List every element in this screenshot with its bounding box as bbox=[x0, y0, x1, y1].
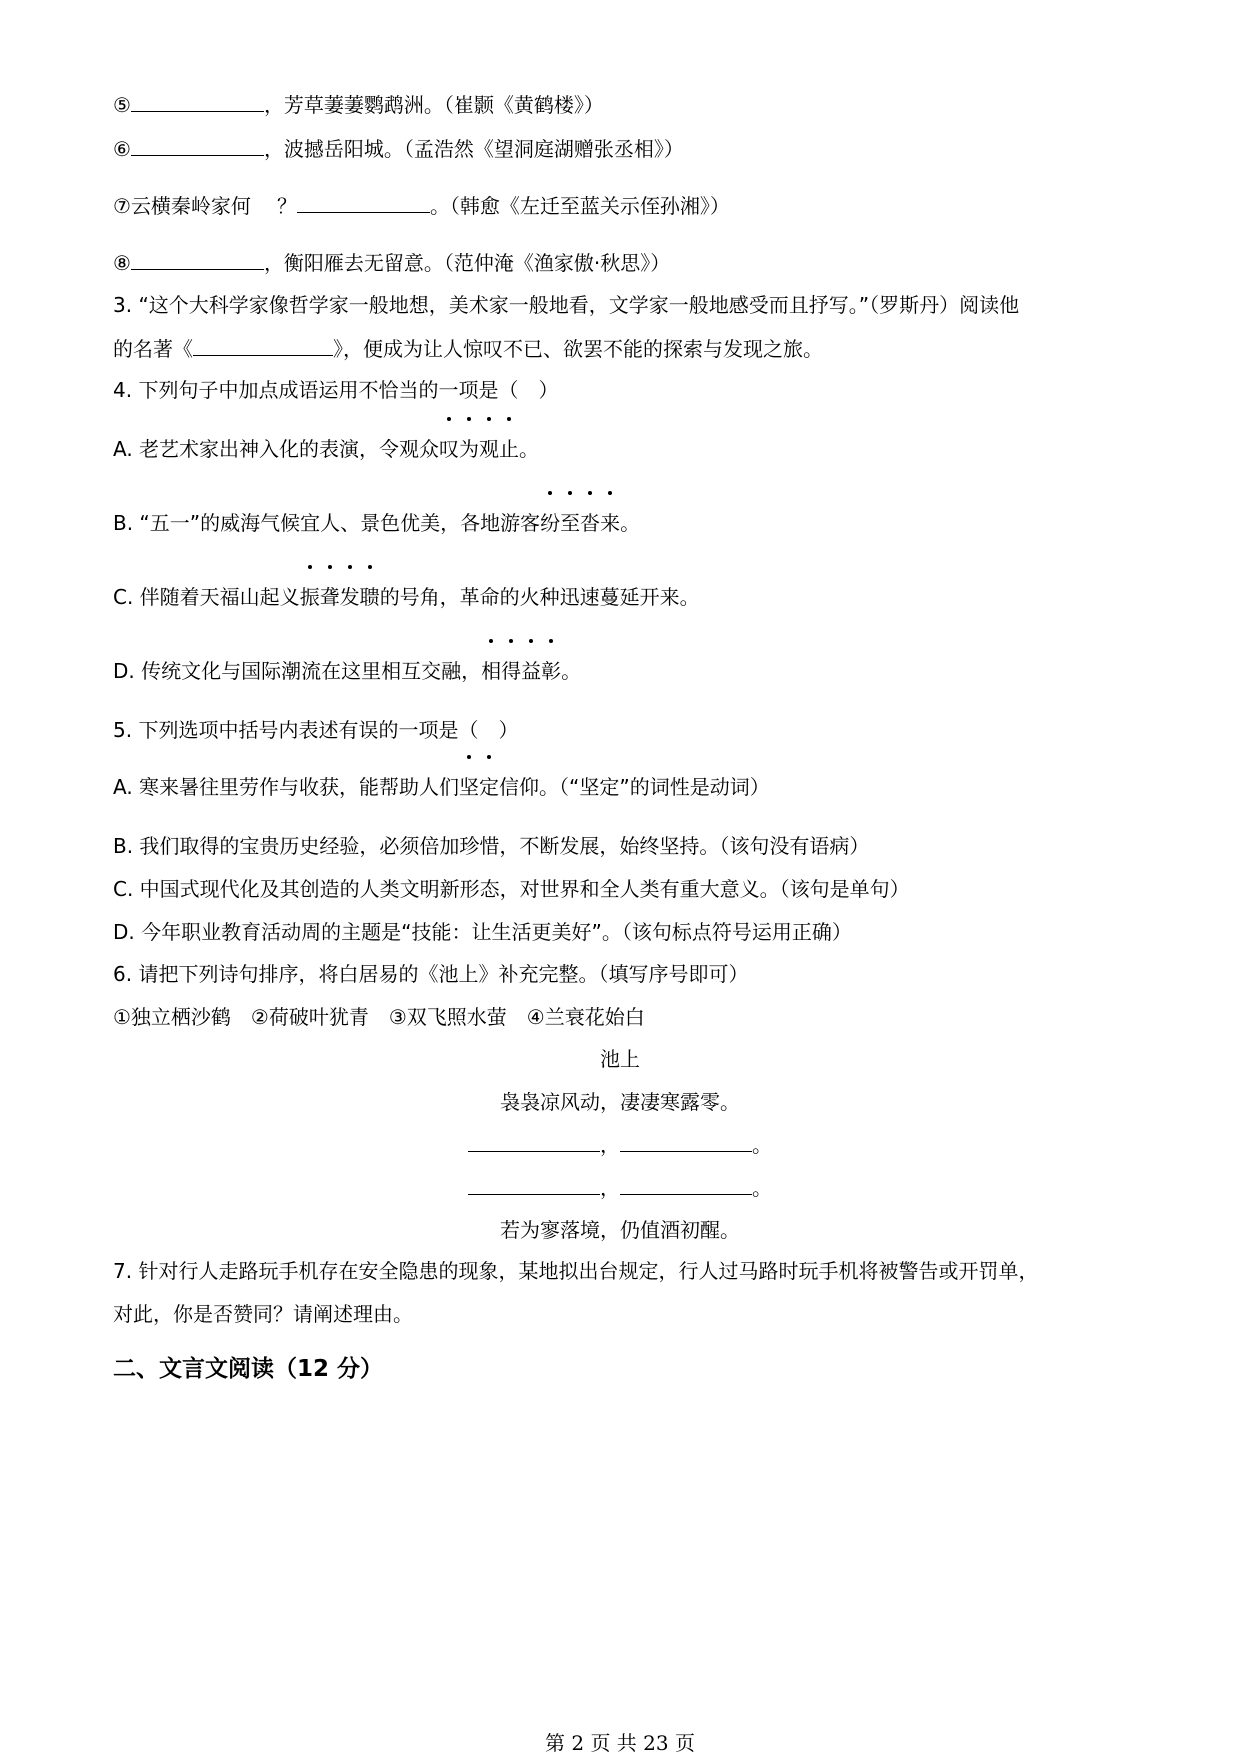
comma: ， bbox=[600, 1133, 620, 1157]
q3-text-before: 的名著《 bbox=[113, 337, 193, 361]
option-text-end: 。 bbox=[519, 437, 540, 461]
question-5-option-a[interactable] bbox=[113, 775, 770, 799]
question-5-option-b[interactable]: B. 我们取得的宝贵历史经验，必须倍加珍惜，不断发展，始终坚持。（该句没有语病） bbox=[113, 834, 870, 858]
question-6-choices: ①独立栖沙鹤 ②荷破叶犹青 ③双飞照水萤 ④兰衰花始白 bbox=[113, 1005, 645, 1029]
question-5-stem: 5. 下列选项中括号内表述有误的一项是（ ） bbox=[113, 718, 519, 742]
emphasis-dots bbox=[540, 491, 620, 495]
poem-last-line: 若为寥落境，仍值酒初醒。 bbox=[500, 1218, 740, 1242]
item-text: ，衡阳雁去无留意。（范仲淹《渔家傲·秋思》） bbox=[263, 251, 671, 275]
poem-fill-7 bbox=[113, 194, 730, 218]
option-text: A. 老艺术家出神入化的表演，令观众 bbox=[113, 437, 440, 461]
answer-blank[interactable] bbox=[620, 1176, 752, 1195]
option-text: B. “五一”的威海气候宜人、景色优美，各地游客 bbox=[113, 511, 541, 535]
poem-line-1: 袅袅凉风动，凄凄寒露零。 bbox=[500, 1090, 740, 1114]
dotted-idiom: 振聋发聩 bbox=[300, 585, 380, 609]
question-3-line-2 bbox=[113, 337, 823, 361]
item-text-before: 云横秦岭家何 bbox=[130, 194, 251, 218]
question-3-line-1: 3. “这个大科学家像哲学家一般地想，美术家一般地看，文学家一般地感受而且抒写。”（罗斯丹）阅读他 bbox=[113, 293, 1020, 317]
emphasis-dots bbox=[459, 755, 499, 759]
question-5-option-d[interactable]: D. 今年职业教育活动周的主题是“技能：让生活更美好”。（该句标点符号运用正确） bbox=[113, 920, 852, 944]
answer-blank[interactable] bbox=[620, 1133, 752, 1152]
poem-fill-5 bbox=[113, 93, 604, 117]
option-text-end: 的号角，革命的火种迅速蔓延开来。 bbox=[379, 585, 700, 609]
q3-text-after: 》，便成为让人惊叹不已、欲罢不能的探索与发现之旅。 bbox=[333, 337, 823, 361]
poem-blank-line-2 bbox=[0, 1176, 1240, 1200]
question-7-line-2: 对此，你是否赞同？请阐述理由。 bbox=[113, 1302, 413, 1326]
dotted-idiom: 叹为观止 bbox=[439, 437, 519, 461]
poem-blank-line-1 bbox=[0, 1133, 1240, 1157]
question-4-option-a[interactable] bbox=[113, 437, 539, 461]
comma: ， bbox=[600, 1176, 620, 1200]
item-number: ⑥ bbox=[113, 137, 131, 161]
answer-blank[interactable] bbox=[131, 251, 264, 270]
answer-blank[interactable] bbox=[297, 194, 430, 213]
section-heading: 二、文言文阅读（12 分） bbox=[113, 1356, 384, 1382]
poem-fill-6 bbox=[113, 137, 684, 161]
item-text: 。（韩愈《左迁至蓝关示侄孙湘》） bbox=[429, 194, 730, 218]
emphasis-dots bbox=[300, 565, 380, 569]
item-number: ⑤ bbox=[113, 93, 131, 117]
option-text: C. 伴随着天福山起义 bbox=[113, 585, 300, 609]
question-7-line-1: 7. 针对行人走路玩手机存在安全隐患的现象，某地拟出台规定，行人过马路时玩手机将被警告或开罚单， bbox=[113, 1259, 1039, 1283]
dotted-idiom: 相得益彰 bbox=[481, 659, 561, 683]
dotted-idiom: 纷至沓来 bbox=[540, 511, 620, 535]
answer-blank[interactable] bbox=[468, 1176, 600, 1195]
item-number: ⑧ bbox=[113, 251, 131, 275]
question-4-option-b[interactable] bbox=[113, 511, 640, 535]
answer-blank[interactable] bbox=[131, 93, 264, 112]
option-text: D. 传统文化与国际潮流在这里相互交融， bbox=[113, 659, 482, 683]
question-4-option-c[interactable] bbox=[113, 585, 700, 609]
item-text: ，芳草萋萋鹦鹉洲。（崔颢《黄鹤楼》） bbox=[263, 93, 604, 117]
option-text-end: 信仰。（“坚定”的词性是动词） bbox=[499, 775, 770, 799]
period: 。 bbox=[752, 1133, 772, 1157]
period: 。 bbox=[752, 1176, 772, 1200]
question-4-option-d[interactable] bbox=[113, 659, 581, 683]
page-footer: 第 2 页 共 23 页 bbox=[545, 1731, 695, 1755]
poem-title: 池上 bbox=[600, 1047, 640, 1071]
item-text: ，波撼岳阳城。（孟浩然《望洞庭湖赠张丞相》） bbox=[263, 137, 684, 161]
question-4-stem: 4. 下列句子中加点成语运用不恰当的一项是（ ） bbox=[113, 378, 559, 402]
answer-blank[interactable] bbox=[468, 1133, 600, 1152]
emphasis-dots bbox=[481, 639, 561, 643]
item-number: ⑦ bbox=[113, 194, 131, 218]
dotted-word: 坚定 bbox=[459, 775, 499, 799]
option-text-end: 。 bbox=[561, 659, 582, 683]
option-text: A. 寒来暑往里劳作与收获，能帮助人们 bbox=[113, 775, 460, 799]
emphasis-dots bbox=[439, 417, 519, 421]
question-mark: ？ bbox=[276, 194, 297, 218]
book-title-blank[interactable] bbox=[193, 337, 333, 356]
question-5-option-c[interactable]: C. 中国式现代化及其创造的人类文明新形态，对世界和全人类有重大意义。（该句是单句） bbox=[113, 877, 910, 901]
option-text-end: 。 bbox=[620, 511, 641, 535]
question-6-stem: 6. 请把下列诗句排序，将白居易的《池上》补充完整。（填写序号即可） bbox=[113, 962, 749, 986]
poem-fill-8 bbox=[113, 251, 670, 275]
answer-blank[interactable] bbox=[131, 137, 264, 156]
